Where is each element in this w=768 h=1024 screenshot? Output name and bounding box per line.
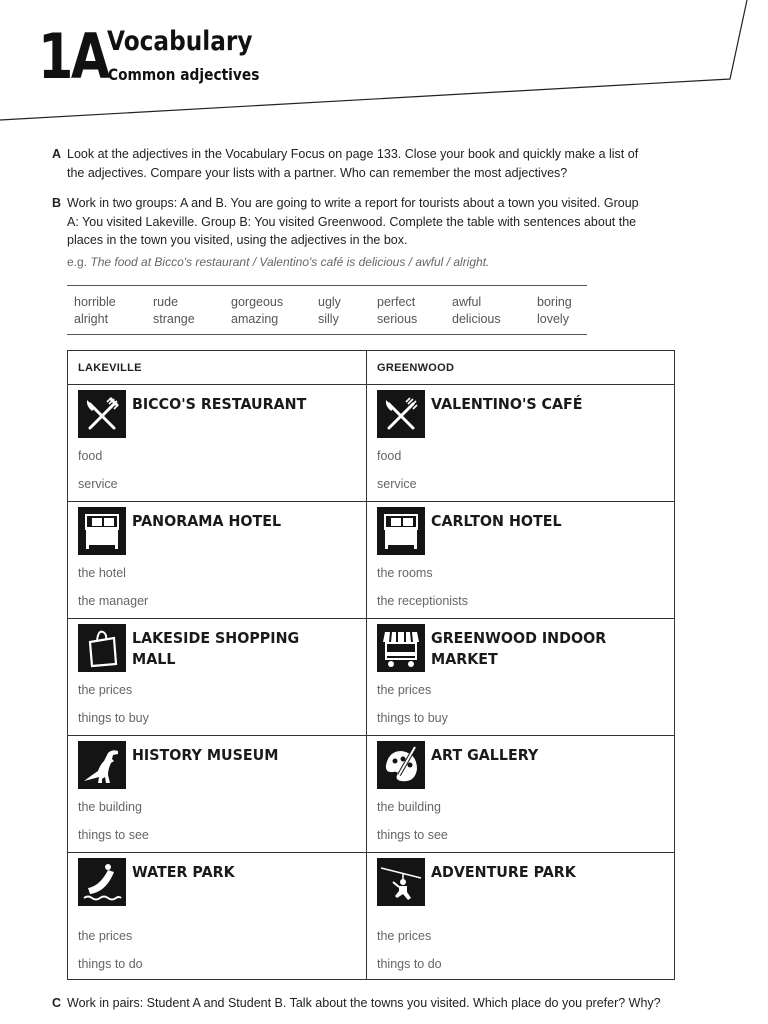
word: silly [318,312,339,326]
word: boring [537,295,572,309]
prompt-line: the prices [78,683,133,697]
place-cell[interactable] [68,502,367,619]
example-prefix: e.g. [67,255,88,269]
word-column [452,294,501,328]
example-text: The food at Bicco's restaurant / Valentino's café is delicious / awful / alright. [90,255,490,269]
word: delicious [452,312,501,326]
place-name: GREENWOOD INDOOR MARKET [431,629,607,668]
word-column [537,294,572,328]
word: amazing [231,312,279,326]
exercise-c [52,994,732,1013]
word: ugly [318,295,341,309]
prompt-line: food [78,449,103,463]
cutlery-icon [377,390,425,438]
prompt-line: service [78,477,118,491]
unit-number: 1A [38,20,108,93]
word-column [318,294,341,328]
column-header-greenwood: GREENWOOD [367,351,675,385]
place-cell[interactable] [367,736,675,853]
place-name: ADVENTURE PARK [431,863,576,881]
exercise-a [52,145,642,182]
prompt-line: service [377,477,417,491]
prompt-line: the prices [78,929,133,943]
table-header-row [68,351,675,385]
place-name: HISTORY MUSEUM [132,746,279,764]
place-cell[interactable] [367,619,675,736]
bed-icon [377,507,425,555]
word: perfect [377,295,416,309]
palette-icon [377,741,425,789]
place-cell[interactable] [68,619,367,736]
place-cell[interactable] [367,502,675,619]
prompt-line: things to see [377,828,448,842]
exercise-b-text: Work in two groups: A and B. You are going to write a report for tourists about a town you visited. Group A: You visited Lakeville. Group B: You visited Greenwood. Complete the table with sentences about the places in the town you visited, using the adjectives in the box. [67,196,639,247]
prompt-line: food [377,449,402,463]
exercise-c-letter: C [52,996,62,1010]
prompt-line: things to buy [377,711,448,725]
word: lovely [537,312,569,326]
word-column [74,294,116,328]
place-cell[interactable] [68,736,367,853]
prompt-line: things to buy [78,711,149,725]
prompt-line: the receptionists [377,594,469,608]
place-name: LAKESIDE SHOPPING MALL [132,629,300,668]
prompt-line: the building [377,800,441,814]
table-row [68,502,675,619]
shopping-bag-icon [78,624,126,672]
place-cell[interactable] [367,385,675,502]
place-name: VALENTINO'S CAFÉ [431,395,583,413]
table-row [68,385,675,502]
prompt-line: the prices [377,683,432,697]
prompt-line: things to do [78,957,143,971]
exercise-b-letter: B [52,196,62,210]
table-row [68,853,675,980]
water-slide-icon [78,858,126,906]
place-name: BICCO'S RESTAURANT [132,395,307,413]
word: rude [153,295,179,309]
place-cell[interactable] [68,385,367,502]
prompt-line: things to do [377,957,442,971]
place-name: PANORAMA HOTEL [132,512,282,530]
zipline-icon [377,858,425,906]
example-sentence [67,255,489,269]
page-subtitle: Common adjectives [108,65,260,84]
bed-icon [78,507,126,555]
table-row [68,619,675,736]
prompt-line: the manager [78,594,149,608]
page-title: Vocabulary [107,26,253,57]
prompt-line: the building [78,800,142,814]
prompt-line: things to see [78,828,149,842]
exercise-c-text: Work in pairs: Student A and Student B. Talk about the towns you visited. Which place do you prefer? Why? [67,996,661,1010]
word-column [153,294,195,328]
place-name: ART GALLERY [431,746,539,764]
dinosaur-icon [78,741,126,789]
word: serious [377,312,418,326]
exercise-a-letter: A [52,147,62,161]
table-row [68,736,675,853]
word: awful [452,295,482,309]
exercise-a-text: Look at the adjectives in the Vocabulary Focus on page 133. Close your book and quickly make a list of the adjectives. Compare your lists with a partner. Who can remember the most adjectives? [67,147,639,180]
word: strange [153,312,195,326]
adjective-word-box [67,285,587,335]
market-stall-icon [377,624,425,672]
place-name: CARLTON HOTEL [431,512,562,530]
word: alright [74,312,109,326]
exercise-b [52,194,642,250]
place-cell[interactable] [68,853,367,980]
word-column [231,294,283,328]
places-table [67,350,675,980]
prompt-line: the rooms [377,566,433,580]
cutlery-icon [78,390,126,438]
column-header-lakeville: LAKEVILLE [68,351,367,385]
prompt-line: the hotel [78,566,126,580]
place-name: WATER PARK [132,863,235,881]
word: gorgeous [231,295,284,309]
word-column [377,294,417,328]
prompt-line: the prices [377,929,432,943]
word: horrible [74,295,116,309]
place-cell[interactable] [367,853,675,980]
